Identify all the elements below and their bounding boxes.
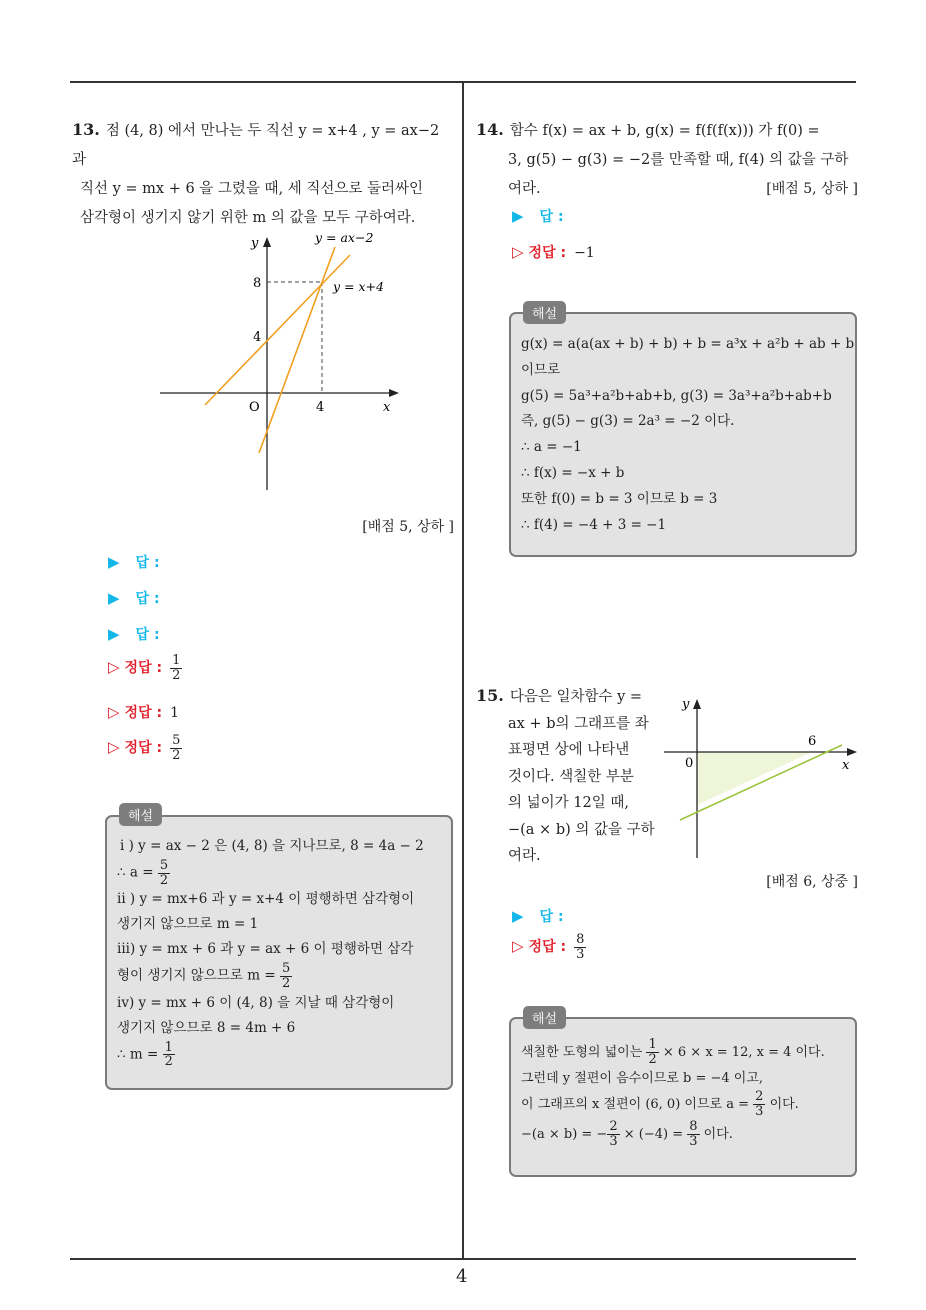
- q15-solution: 색칠한 도형의 넓이는 $\frac{1}{2}$ × 6 × x = 12, x = 4 이다. 그런데 y 절편이 음수이므로 b = −4 이고, 이 그래프의 x 절편이 (6, 0) 이므로 a = $\frac{2}{3}$ 이다. −(a × b) = − $\frac{2}{3}$ × (−4) = $\frac{8}{3}$ 이다.: [521, 1037, 825, 1149]
- answer-triangle-icon: ▶: [108, 553, 120, 571]
- question-15: 15. 다음은 일차함수 y = ax + b의 그래프를 좌 표평면 상에 나타낸 것이다. 색칠한 부분 의 넓이가 12일 때, −(a × b) 의 값을 구하 여라.: [476, 683, 661, 870]
- q15-answer: ▶ 답 :: [512, 907, 564, 925]
- q13-correct-2: ▷ 정답 : 1: [108, 703, 179, 721]
- q13-answer-2: ▶ 답 :: [108, 589, 160, 607]
- outline-triangle-icon: ▷: [512, 937, 524, 956]
- question-13-line-2: 직선 y = mx + 6 을 그렸을 때, 세 직선으로 둘러싸인: [80, 181, 424, 197]
- q13-graph: [155, 225, 405, 495]
- q13-x-arrow-icon: [389, 389, 399, 397]
- q13-solution: i ) y = ax − 2 은 (4, 8) 을 지나므로, 8 = 4a − 2 ∴ a = $\frac{5}{2}$ ii ) y = mx+6 과 y = x+4 이 평행하면 삼각형이 생기지 않으므로 m = 1 iii) y = mx + 6 과 y = ax + 6 이 평행하면 삼각 형이 생기지 않으므로 m = $\frac{5}{2}$ iv) y = mx + 6 이 (4, 8) 을 지날 때 삼각형이 생기지 않으므로 8 = 4m + 6 ∴ m = $\frac{1}{2}$: [117, 838, 424, 1070]
- page-number: 4: [456, 1266, 468, 1287]
- q13-line1-label: y = ax−2: [315, 230, 374, 245]
- q15-solution-tag: 해설: [523, 1006, 566, 1029]
- outline-triangle-icon: ▷: [108, 738, 120, 757]
- question-15-number: 15.: [476, 686, 504, 705]
- column-divider: [462, 83, 464, 1260]
- outline-triangle-icon: ▷: [108, 658, 120, 677]
- question-13-line-1: 13. 점 (4, 8) 에서 만나는 두 직선 y = x+4 , y = ax−2 과: [72, 120, 440, 168]
- answer-triangle-icon: ▶: [512, 207, 524, 225]
- question-13-number: 13.: [72, 120, 100, 139]
- q13-line-x-plus-4: [205, 255, 350, 405]
- q13-points: [배점 5, 상하 ]: [362, 519, 454, 535]
- q15-x-label: x: [842, 758, 850, 773]
- answer-triangle-icon: ▶: [512, 907, 524, 925]
- question-14-line-3: 여라. [배점 5, 상하 ]: [476, 175, 858, 204]
- outline-triangle-icon: ▷: [512, 243, 524, 261]
- q13-answer-1: ▶ 답 :: [108, 553, 160, 571]
- q14-answer: ▶ 답 :: [512, 207, 564, 225]
- q13-x-label: x: [383, 400, 391, 415]
- q14-solution-tag: 해설: [523, 301, 566, 324]
- q15-y-arrow-icon: [693, 699, 701, 709]
- q15-origin-label: 0: [685, 756, 694, 771]
- answer-triangle-icon: ▶: [108, 625, 120, 643]
- question-13-line-3: 삼각형이 생기지 않기 위한 m 의 값을 모두 구하여라.: [80, 210, 416, 226]
- q13-answer-3: ▶ 답 :: [108, 625, 160, 643]
- q15-graph: [660, 693, 860, 861]
- q13-y-label: y: [251, 236, 259, 251]
- q13-origin-label: O: [249, 400, 260, 415]
- question-13: [72, 115, 457, 233]
- q15-shaded-region: [697, 752, 812, 805]
- q13-tick-4-y: 4: [253, 330, 262, 345]
- q15-y-label: y: [682, 697, 690, 712]
- q14-solution: g(x) = a(a(ax + b) + b) + b = a³x + a²b + ab + b 이므로 g(5) = 5a³+a²b+ab+b, g(3) = 3a³+a²b+ab+b 즉, g(5) − g(3) = 2a³ = −2 이다. ∴ a = −1 ∴ f(x) = −x + b 또한 f(0) = b = 3 이므로 b = 3 ∴ f(4) = −4 + 3 = −1: [521, 336, 855, 533]
- q14-correct: ▷ 정답 : −1: [512, 243, 595, 261]
- question-14-line-2: 3, g(5) − g(3) = −2를 만족할 때, f(4) 의 값을 구하: [508, 152, 849, 168]
- q13-correct-3: ▷ 정답 : $\frac{5}{2}$: [108, 733, 181, 763]
- q13-tick-4-x: 4: [316, 400, 325, 415]
- outline-triangle-icon: ▷: [108, 703, 120, 721]
- q13-solution-tag: 해설: [119, 803, 162, 826]
- q15-x-arrow-icon: [847, 748, 857, 756]
- q13-tick-8: 8: [253, 276, 262, 291]
- question-14-line-1: 14. 함수 f(x) = ax + b, g(x) = f(f(f(x))) 가 f(0) =: [476, 120, 820, 139]
- q13-y-arrow-icon: [263, 237, 271, 247]
- q15-correct: ▷ 정답 : $\frac{8}{3}$: [512, 932, 585, 962]
- question-14-number: 14.: [476, 120, 504, 139]
- q13-line-ax-minus-2: [259, 247, 335, 453]
- question-15-line-1: 15. 다음은 일차함수 y =: [476, 686, 643, 705]
- q13-line2-label: y = x+4: [333, 279, 384, 294]
- bottom-rule: [70, 1258, 856, 1260]
- q15-points: [배점 6, 상중 ]: [766, 874, 858, 890]
- q15-tick-6: 6: [808, 734, 817, 749]
- question-14: [476, 115, 861, 204]
- answer-triangle-icon: ▶: [108, 589, 120, 607]
- q14-points: [배점 5, 상하 ]: [766, 181, 858, 197]
- q13-correct-1: ▷ 정답 : $\frac{1}{2}$: [108, 653, 181, 683]
